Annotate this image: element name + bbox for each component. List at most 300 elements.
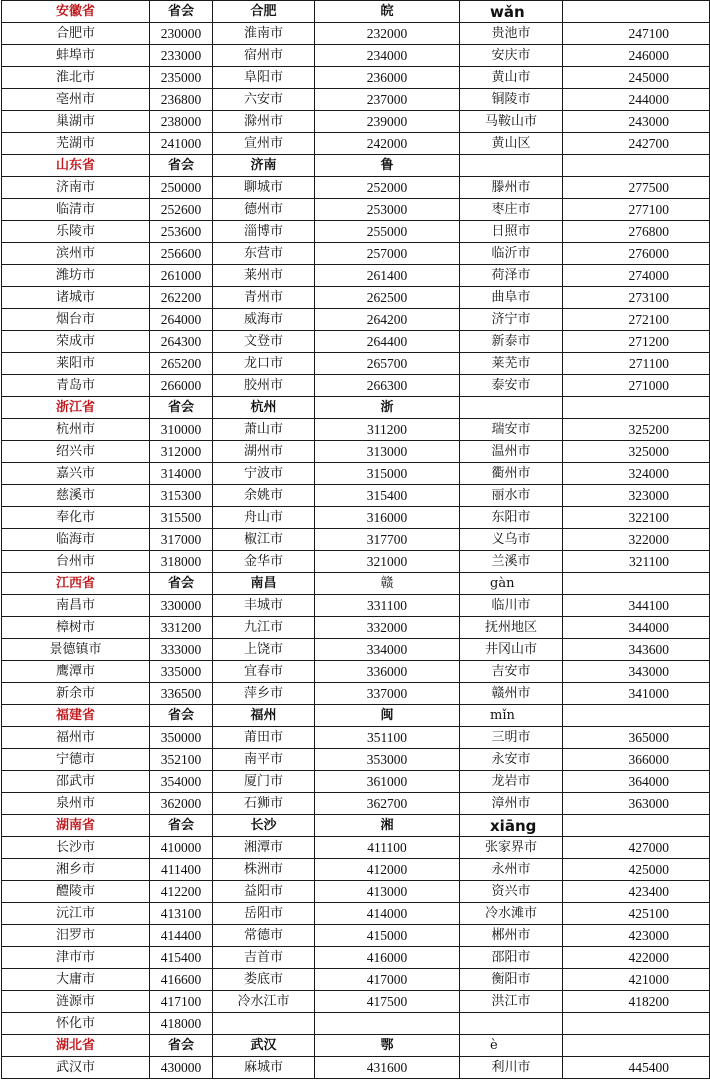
city-name: 莱阳市 — [2, 353, 150, 375]
postcode: 412200 — [150, 881, 213, 903]
city-row — [2, 441, 710, 463]
province-header-row — [2, 1035, 710, 1057]
city-name: 井冈山市 — [460, 639, 563, 661]
province-header-row — [2, 573, 710, 595]
city-name: 宁德市 — [2, 749, 150, 771]
city-row — [2, 67, 710, 89]
city-name: 汨罗市 — [2, 925, 150, 947]
city-name: 滨州市 — [2, 243, 150, 265]
city-name: 芜湖市 — [2, 133, 150, 155]
postcode: 264400 — [315, 331, 460, 353]
postcode: 262200 — [150, 287, 213, 309]
postcode: 362700 — [315, 793, 460, 815]
postcode: 315300 — [150, 485, 213, 507]
city-name: 诸城市 — [2, 287, 150, 309]
postcode: 265200 — [150, 353, 213, 375]
city-row — [2, 793, 710, 815]
city-row — [2, 309, 710, 331]
city-name: 泰安市 — [460, 375, 563, 397]
city-row — [2, 749, 710, 771]
postcode: 241000 — [150, 133, 213, 155]
city-name: 新余市 — [2, 683, 150, 705]
province-abbreviation: 湘 — [315, 815, 460, 837]
city-name: 新泰市 — [460, 331, 563, 353]
postcode: 411100 — [315, 837, 460, 859]
postcode: 273100 — [563, 287, 710, 309]
city-row — [2, 133, 710, 155]
city-name: 六安市 — [213, 89, 315, 111]
city-name: 德州市 — [213, 199, 315, 221]
postcode: 255000 — [315, 221, 460, 243]
city-name: 文登市 — [213, 331, 315, 353]
city-row — [2, 881, 710, 903]
province-name: 湖南省 — [2, 815, 150, 837]
city-name: 泉州市 — [2, 793, 150, 815]
city-name: 永州市 — [460, 859, 563, 881]
city-row — [2, 243, 710, 265]
city-name: 湖州市 — [213, 441, 315, 463]
postcode — [563, 1013, 710, 1035]
postcode: 445400 — [563, 1057, 710, 1079]
city-row — [2, 683, 710, 705]
province-header-row — [2, 397, 710, 419]
province-name: 湖北省 — [2, 1035, 150, 1057]
postcode: 344000 — [563, 617, 710, 639]
postcode: 247100 — [563, 23, 710, 45]
city-name: 景德镇市 — [2, 639, 150, 661]
postcode: 416000 — [315, 947, 460, 969]
city-row — [2, 89, 710, 111]
postcode: 277100 — [563, 199, 710, 221]
postcode: 271100 — [563, 353, 710, 375]
postcode: 325000 — [563, 441, 710, 463]
city-name: 岳阳市 — [213, 903, 315, 925]
city-name: 滕州市 — [460, 177, 563, 199]
city-name: 常德市 — [213, 925, 315, 947]
postcode: 336000 — [315, 661, 460, 683]
postcode: 264000 — [150, 309, 213, 331]
postcode: 233000 — [150, 45, 213, 67]
postcode: 330000 — [150, 595, 213, 617]
city-name: 绍兴市 — [2, 441, 150, 463]
postcode: 316000 — [315, 507, 460, 529]
city-name: 临清市 — [2, 199, 150, 221]
province-name: 浙江省 — [2, 397, 150, 419]
postcode: 276800 — [563, 221, 710, 243]
city-name: 马鞍山市 — [460, 111, 563, 133]
capital-name: 南昌 — [213, 573, 315, 595]
city-name: 吉首市 — [213, 947, 315, 969]
postcode-table — [1, 0, 710, 1079]
postcode: 422000 — [563, 947, 710, 969]
city-name: 慈溪市 — [2, 485, 150, 507]
city-row — [2, 45, 710, 67]
postcode: 425100 — [563, 903, 710, 925]
city-row — [2, 485, 710, 507]
header-empty-cell — [563, 573, 710, 595]
header-empty-cell — [563, 1035, 710, 1057]
city-name: 曲阜市 — [460, 287, 563, 309]
postcode: 315500 — [150, 507, 213, 529]
city-name: 莆田市 — [213, 727, 315, 749]
postcode: 271200 — [563, 331, 710, 353]
header-empty-cell — [563, 397, 710, 419]
city-name: 舟山市 — [213, 507, 315, 529]
abbreviation-pinyin: è — [460, 1035, 563, 1057]
province-name: 江西省 — [2, 573, 150, 595]
abbreviation-pinyin: mǐn — [460, 705, 563, 727]
city-name: 宿州市 — [213, 45, 315, 67]
city-row — [2, 463, 710, 485]
city-name: 安庆市 — [460, 45, 563, 67]
city-name: 嘉兴市 — [2, 463, 150, 485]
city-name: 三明市 — [460, 727, 563, 749]
postcode: 366000 — [563, 749, 710, 771]
city-name: 胶州市 — [213, 375, 315, 397]
city-name: 济南市 — [2, 177, 150, 199]
postcode: 334000 — [315, 639, 460, 661]
postcode: 252000 — [315, 177, 460, 199]
postcode: 271000 — [563, 375, 710, 397]
postcode: 416600 — [150, 969, 213, 991]
city-name: 余姚市 — [213, 485, 315, 507]
postcode: 354000 — [150, 771, 213, 793]
city-name: 郴州市 — [460, 925, 563, 947]
city-name: 冷水江市 — [213, 991, 315, 1013]
postcode: 310000 — [150, 419, 213, 441]
city-name: 莱芜市 — [460, 353, 563, 375]
city-name: 衢州市 — [460, 463, 563, 485]
city-name: 巢湖市 — [2, 111, 150, 133]
city-name: 龙口市 — [213, 353, 315, 375]
city-row — [2, 661, 710, 683]
postcode: 274000 — [563, 265, 710, 287]
postcode: 250000 — [150, 177, 213, 199]
postcode: 352100 — [150, 749, 213, 771]
city-name: 大庸市 — [2, 969, 150, 991]
postcode: 266300 — [315, 375, 460, 397]
postcode: 353000 — [315, 749, 460, 771]
city-name: 萧山市 — [213, 419, 315, 441]
postcode: 277500 — [563, 177, 710, 199]
city-name: 金华市 — [213, 551, 315, 573]
city-name: 资兴市 — [460, 881, 563, 903]
city-name: 蚌埠市 — [2, 45, 150, 67]
city-row — [2, 287, 710, 309]
header-empty-cell — [563, 1, 710, 23]
postcode: 331100 — [315, 595, 460, 617]
city-name: 荷泽市 — [460, 265, 563, 287]
city-name: 聊城市 — [213, 177, 315, 199]
postcode: 414400 — [150, 925, 213, 947]
postcode: 261000 — [150, 265, 213, 287]
postcode: 365000 — [563, 727, 710, 749]
postcode: 313000 — [315, 441, 460, 463]
postcode: 415400 — [150, 947, 213, 969]
city-name: 阜阳市 — [213, 67, 315, 89]
abbreviation-pinyin: xiāng — [460, 815, 563, 837]
postcode: 321000 — [315, 551, 460, 573]
postcode: 242700 — [563, 133, 710, 155]
postcode: 257000 — [315, 243, 460, 265]
city-name: 威海市 — [213, 309, 315, 331]
postcode: 236800 — [150, 89, 213, 111]
postcode: 234000 — [315, 45, 460, 67]
city-name: 津市市 — [2, 947, 150, 969]
city-name: 台州市 — [2, 551, 150, 573]
postcode: 337000 — [315, 683, 460, 705]
abbreviation-pinyin — [460, 155, 563, 177]
postcode: 244000 — [563, 89, 710, 111]
abbreviation-pinyin — [460, 397, 563, 419]
city-name: 滁州市 — [213, 111, 315, 133]
postcode: 252600 — [150, 199, 213, 221]
city-name: 兰溪市 — [460, 551, 563, 573]
city-name: 鹰潭市 — [2, 661, 150, 683]
postcode: 417000 — [315, 969, 460, 991]
province-header-row — [2, 705, 710, 727]
city-name: 永安市 — [460, 749, 563, 771]
city-name: 瑞安市 — [460, 419, 563, 441]
city-name: 宜春市 — [213, 661, 315, 683]
city-name: 武汉市 — [2, 1057, 150, 1079]
postcode: 315000 — [315, 463, 460, 485]
postcode: 413100 — [150, 903, 213, 925]
capital-name: 长沙 — [213, 815, 315, 837]
city-name: 亳州市 — [2, 89, 150, 111]
header-empty-cell — [563, 705, 710, 727]
postcode: 351100 — [315, 727, 460, 749]
postcode: 363000 — [563, 793, 710, 815]
capital-label: 省会 — [150, 397, 213, 419]
postcode: 411400 — [150, 859, 213, 881]
postcode: 335000 — [150, 661, 213, 683]
postcode: 425000 — [563, 859, 710, 881]
postcode: 431600 — [315, 1057, 460, 1079]
city-row — [2, 111, 710, 133]
city-row — [2, 595, 710, 617]
city-name: 漳州市 — [460, 793, 563, 815]
city-row — [2, 221, 710, 243]
city-row — [2, 837, 710, 859]
city-name: 邵武市 — [2, 771, 150, 793]
postcode: 333000 — [150, 639, 213, 661]
province-name: 山东省 — [2, 155, 150, 177]
postcode: 430000 — [150, 1057, 213, 1079]
city-name: 合肥市 — [2, 23, 150, 45]
postcode: 321100 — [563, 551, 710, 573]
postcode: 230000 — [150, 23, 213, 45]
city-name: 邵阳市 — [460, 947, 563, 969]
city-name: 长沙市 — [2, 837, 150, 859]
postcode: 264200 — [315, 309, 460, 331]
city-name: 宣州市 — [213, 133, 315, 155]
province-name: 福建省 — [2, 705, 150, 727]
city-name: 乐陵市 — [2, 221, 150, 243]
postcode: 423400 — [563, 881, 710, 903]
city-row — [2, 947, 710, 969]
province-header-row — [2, 815, 710, 837]
postcode: 322000 — [563, 529, 710, 551]
city-name — [460, 1013, 563, 1035]
city-name: 义乌市 — [460, 529, 563, 551]
postcode: 311200 — [315, 419, 460, 441]
postcode: 256600 — [150, 243, 213, 265]
postcode: 232000 — [315, 23, 460, 45]
city-name: 涟源市 — [2, 991, 150, 1013]
postcode: 332000 — [315, 617, 460, 639]
postcode: 272100 — [563, 309, 710, 331]
capital-name: 福州 — [213, 705, 315, 727]
postcode: 414000 — [315, 903, 460, 925]
postcode: 418200 — [563, 991, 710, 1013]
postcode: 237000 — [315, 89, 460, 111]
capital-name: 合肥 — [213, 1, 315, 23]
province-abbreviation: 皖 — [315, 1, 460, 23]
city-name: 福州市 — [2, 727, 150, 749]
city-row — [2, 639, 710, 661]
postcode: 324000 — [563, 463, 710, 485]
city-name: 怀化市 — [2, 1013, 150, 1035]
city-row — [2, 331, 710, 353]
city-name: 沅江市 — [2, 903, 150, 925]
postcode: 264300 — [150, 331, 213, 353]
postcode: 341000 — [563, 683, 710, 705]
capital-label: 省会 — [150, 815, 213, 837]
city-name: 石狮市 — [213, 793, 315, 815]
city-name: 株洲市 — [213, 859, 315, 881]
city-row — [2, 925, 710, 947]
postcode: 236000 — [315, 67, 460, 89]
city-name: 宁波市 — [213, 463, 315, 485]
city-name: 丽水市 — [460, 485, 563, 507]
city-name: 萍乡市 — [213, 683, 315, 705]
province-abbreviation: 闽 — [315, 705, 460, 727]
city-name: 黄山区 — [460, 133, 563, 155]
city-name: 椒江市 — [213, 529, 315, 551]
postcode: 423000 — [563, 925, 710, 947]
postcode: 412000 — [315, 859, 460, 881]
city-row — [2, 991, 710, 1013]
capital-label: 省会 — [150, 1, 213, 23]
postcode: 239000 — [315, 111, 460, 133]
city-name: 临海市 — [2, 529, 150, 551]
city-row — [2, 177, 710, 199]
postcode — [315, 1013, 460, 1035]
city-name: 衡阳市 — [460, 969, 563, 991]
province-name: 安徽省 — [2, 1, 150, 23]
postcode: 312000 — [150, 441, 213, 463]
abbreviation-pinyin: gàn — [460, 573, 563, 595]
city-row — [2, 353, 710, 375]
city-name: 利川市 — [460, 1057, 563, 1079]
postcode: 362000 — [150, 793, 213, 815]
header-empty-cell — [563, 155, 710, 177]
city-name: 温州市 — [460, 441, 563, 463]
postcode: 238000 — [150, 111, 213, 133]
city-name: 贵池市 — [460, 23, 563, 45]
postcode: 323000 — [563, 485, 710, 507]
city-row — [2, 1057, 710, 1079]
postcode: 266000 — [150, 375, 213, 397]
postcode: 364000 — [563, 771, 710, 793]
capital-name: 武汉 — [213, 1035, 315, 1057]
postcode: 331200 — [150, 617, 213, 639]
postcode: 246000 — [563, 45, 710, 67]
city-name: 抚州地区 — [460, 617, 563, 639]
city-name: 铜陵市 — [460, 89, 563, 111]
postcode: 262500 — [315, 287, 460, 309]
city-name: 临川市 — [460, 595, 563, 617]
city-name: 赣州市 — [460, 683, 563, 705]
capital-label: 省会 — [150, 705, 213, 727]
city-row — [2, 771, 710, 793]
city-row — [2, 1013, 710, 1035]
city-name: 东营市 — [213, 243, 315, 265]
city-name: 湘潭市 — [213, 837, 315, 859]
city-name: 青岛市 — [2, 375, 150, 397]
city-name: 黄山市 — [460, 67, 563, 89]
postcode: 318000 — [150, 551, 213, 573]
city-name: 益阳市 — [213, 881, 315, 903]
city-name: 烟台市 — [2, 309, 150, 331]
postcode: 344100 — [563, 595, 710, 617]
city-name: 上饶市 — [213, 639, 315, 661]
city-name: 厦门市 — [213, 771, 315, 793]
province-header-row — [2, 1, 710, 23]
city-name: 莱州市 — [213, 265, 315, 287]
city-name: 济宁市 — [460, 309, 563, 331]
city-name: 丰城市 — [213, 595, 315, 617]
postcode: 413000 — [315, 881, 460, 903]
city-row — [2, 375, 710, 397]
city-row — [2, 551, 710, 573]
city-name: 麻城市 — [213, 1057, 315, 1079]
postcode: 317700 — [315, 529, 460, 551]
city-row — [2, 23, 710, 45]
postcode: 427000 — [563, 837, 710, 859]
header-empty-cell — [563, 815, 710, 837]
capital-name: 杭州 — [213, 397, 315, 419]
city-name: 九江市 — [213, 617, 315, 639]
city-row — [2, 903, 710, 925]
postcode: 265700 — [315, 353, 460, 375]
city-name: 张家界市 — [460, 837, 563, 859]
postcode: 253000 — [315, 199, 460, 221]
city-name: 醴陵市 — [2, 881, 150, 903]
postcode: 317000 — [150, 529, 213, 551]
postcode: 243000 — [563, 111, 710, 133]
postcode: 245000 — [563, 67, 710, 89]
postcode: 314000 — [150, 463, 213, 485]
postcode: 322100 — [563, 507, 710, 529]
postcode: 361000 — [315, 771, 460, 793]
city-name: 南平市 — [213, 749, 315, 771]
city-name: 杭州市 — [2, 419, 150, 441]
city-row — [2, 529, 710, 551]
city-name: 湘乡市 — [2, 859, 150, 881]
postcode: 410000 — [150, 837, 213, 859]
city-name: 冷水滩市 — [460, 903, 563, 925]
postcode-table-body — [2, 1, 710, 1079]
city-row — [2, 419, 710, 441]
postcode: 343600 — [563, 639, 710, 661]
postcode: 336500 — [150, 683, 213, 705]
city-row — [2, 727, 710, 749]
capital-label: 省会 — [150, 573, 213, 595]
province-header-row — [2, 155, 710, 177]
postcode: 276000 — [563, 243, 710, 265]
